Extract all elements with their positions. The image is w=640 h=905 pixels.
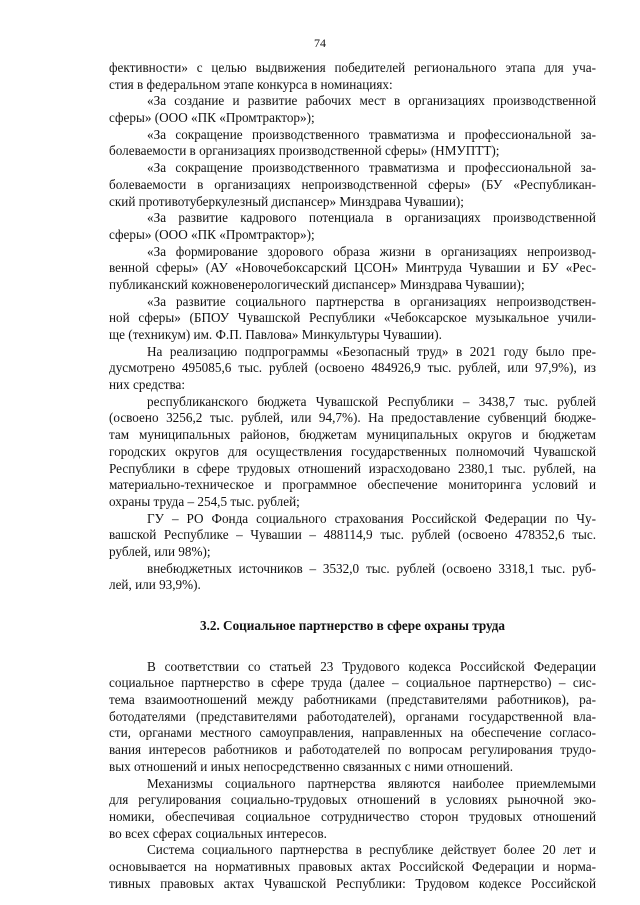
text-line: сферы» (ООО «ПК «Промтрактор»); xyxy=(109,226,315,242)
text-line: рублей, или 98%); xyxy=(109,543,211,559)
text-line: фективности» с целью выдвижения победителей регионального этапа для уча- xyxy=(109,60,596,75)
text-line: дусмотрено 495085,6 тыс. рублей (освоено 484926,9 тыс. рублей, или 97,9%), из xyxy=(109,360,596,376)
text-line: ной сферы» (БПОУ Чувашской Республики «Чебоксарское музыкальное учили- xyxy=(109,310,596,326)
text-line: «За формирование здорового образа жизни в организациях непроизвод- xyxy=(147,243,596,259)
text-line: «За развитие социального партнерства в организациях непроизводствен- xyxy=(147,293,596,309)
text-line: лей, или 93,9%). xyxy=(109,577,201,593)
text-line: «За сокращение производственного травматизма и профессиональной за- xyxy=(147,160,596,176)
text-line: сферы» (ООО «ПК «Промтрактор»); xyxy=(109,110,315,126)
text-line: «За создание и развитие рабочих мест в организациях производственной xyxy=(147,93,596,109)
text-line: публиканский кожновенерологический диспансер» Минздрава Чувашии); xyxy=(109,276,525,292)
text-line: тивных правовых актах Чувашской Республики: Трудовом кодексе Российской xyxy=(109,875,596,891)
body-text xyxy=(109,60,596,892)
text-line: там муниципальных районов, бюджетам муниципальных округов и бюджетам xyxy=(109,427,596,443)
text-line: тема взаимоотношений между работниками (представителями работников), ра- xyxy=(109,692,596,708)
text-line: ский противотуберкулезный диспансер» Минздрава Чувашии); xyxy=(109,193,464,209)
text-line: сти, органами местного самоуправления, направленных на обеспечение согласо- xyxy=(109,725,596,741)
paragraphs-after-heading xyxy=(109,659,596,893)
text-line: болеваемости в организациях производственной сферы» (НМУПТТ); xyxy=(109,143,500,159)
text-line: них средства: xyxy=(109,377,186,393)
text-line: Республики в сфере трудовых отношений израсходовано 2380,1 тыс. рублей, на xyxy=(109,460,596,476)
text-line: для регулирования социально-трудовых отношений в условиях рыночной эко- xyxy=(109,792,596,808)
text-line: социальное партнерство в сфере труда (далее – социальное партнерство) – сис- xyxy=(109,675,596,691)
text-line: вых отношений и иных непосредственно связанных с ними отношений. xyxy=(109,758,514,774)
text-line: ботодателями (представителями работодателей), органами государственной вла- xyxy=(109,708,596,724)
text-line: Система социального партнерства в республике действует более 20 лет и xyxy=(147,842,596,858)
spacer xyxy=(109,594,596,618)
text-line: республиканского бюджета Чувашской Республики – 3438,7 тыс. рублей xyxy=(147,393,596,409)
text-line: В соответствии со статьей 23 Трудового кодекса Российской Федерации xyxy=(147,658,596,674)
text-line: во всех сферах социальных интересов. xyxy=(109,825,327,841)
text-line: ще (техникум) им. Ф.П. Павлова» Минкультуры Чувашии). xyxy=(109,327,442,342)
text-line: внебюджетных источников – 3532,0 тыс. рублей (освоено 3318,1 тыс. руб- xyxy=(147,560,596,576)
text-line: материально-техническое и программное обеспечение мониторинга условий и xyxy=(109,477,596,493)
text-line: ГУ – РО Фонда социального страхования Российской Федерации по Чу- xyxy=(147,510,596,526)
text-line: вашской Республике – Чувашии – 488114,9 тыс. рублей (освоено 478352,6 тыс. xyxy=(109,527,596,543)
text-line: основывается на нормативных правовых актах Российской Федерации и норма- xyxy=(109,858,596,874)
page-number: 74 xyxy=(314,36,326,50)
text-line: «За сокращение производственного травматизма и профессиональной за- xyxy=(147,126,596,142)
text-line: венной сферы» (АУ «Новочебоксарский ЦСОН» Минтруда Чувашии и БУ «Рес- xyxy=(109,260,596,276)
text-line: болеваемости в организациях непроизводственной сферы» (БУ «Республикан- xyxy=(109,176,596,192)
paragraphs-before-heading xyxy=(109,60,596,594)
text-line: номики, обеспечивая социальное сотрудничество сторон трудовых отношений xyxy=(109,808,596,824)
text-line: Механизмы социального партнерства являются наиболее приемлемыми xyxy=(147,775,596,791)
text-line: городских округов для осуществления государственных полномочий Чувашской xyxy=(109,443,596,459)
section-heading: 3.2. Социальное партнерство в сфере охраны труда xyxy=(199,618,506,633)
spacer xyxy=(109,635,596,659)
text-line: (освоено 3256,2 тыс. рублей, или 94,7%). На предоставление субвенций бюдже- xyxy=(109,410,596,426)
text-line: стия в федеральном этапе конкурса в номинациях: xyxy=(109,76,393,92)
text-line: «За развитие кадрового потенциала в организациях производственной xyxy=(147,210,596,226)
text-line: вания интересов работников и работодателей по вопросам регулирования трудо- xyxy=(109,742,596,758)
text-line: На реализацию подпрограммы «Безопасный труд» в 2021 году было пре- xyxy=(147,343,596,359)
text-line: охраны труда – 254,5 тыс. рублей; xyxy=(109,493,300,509)
